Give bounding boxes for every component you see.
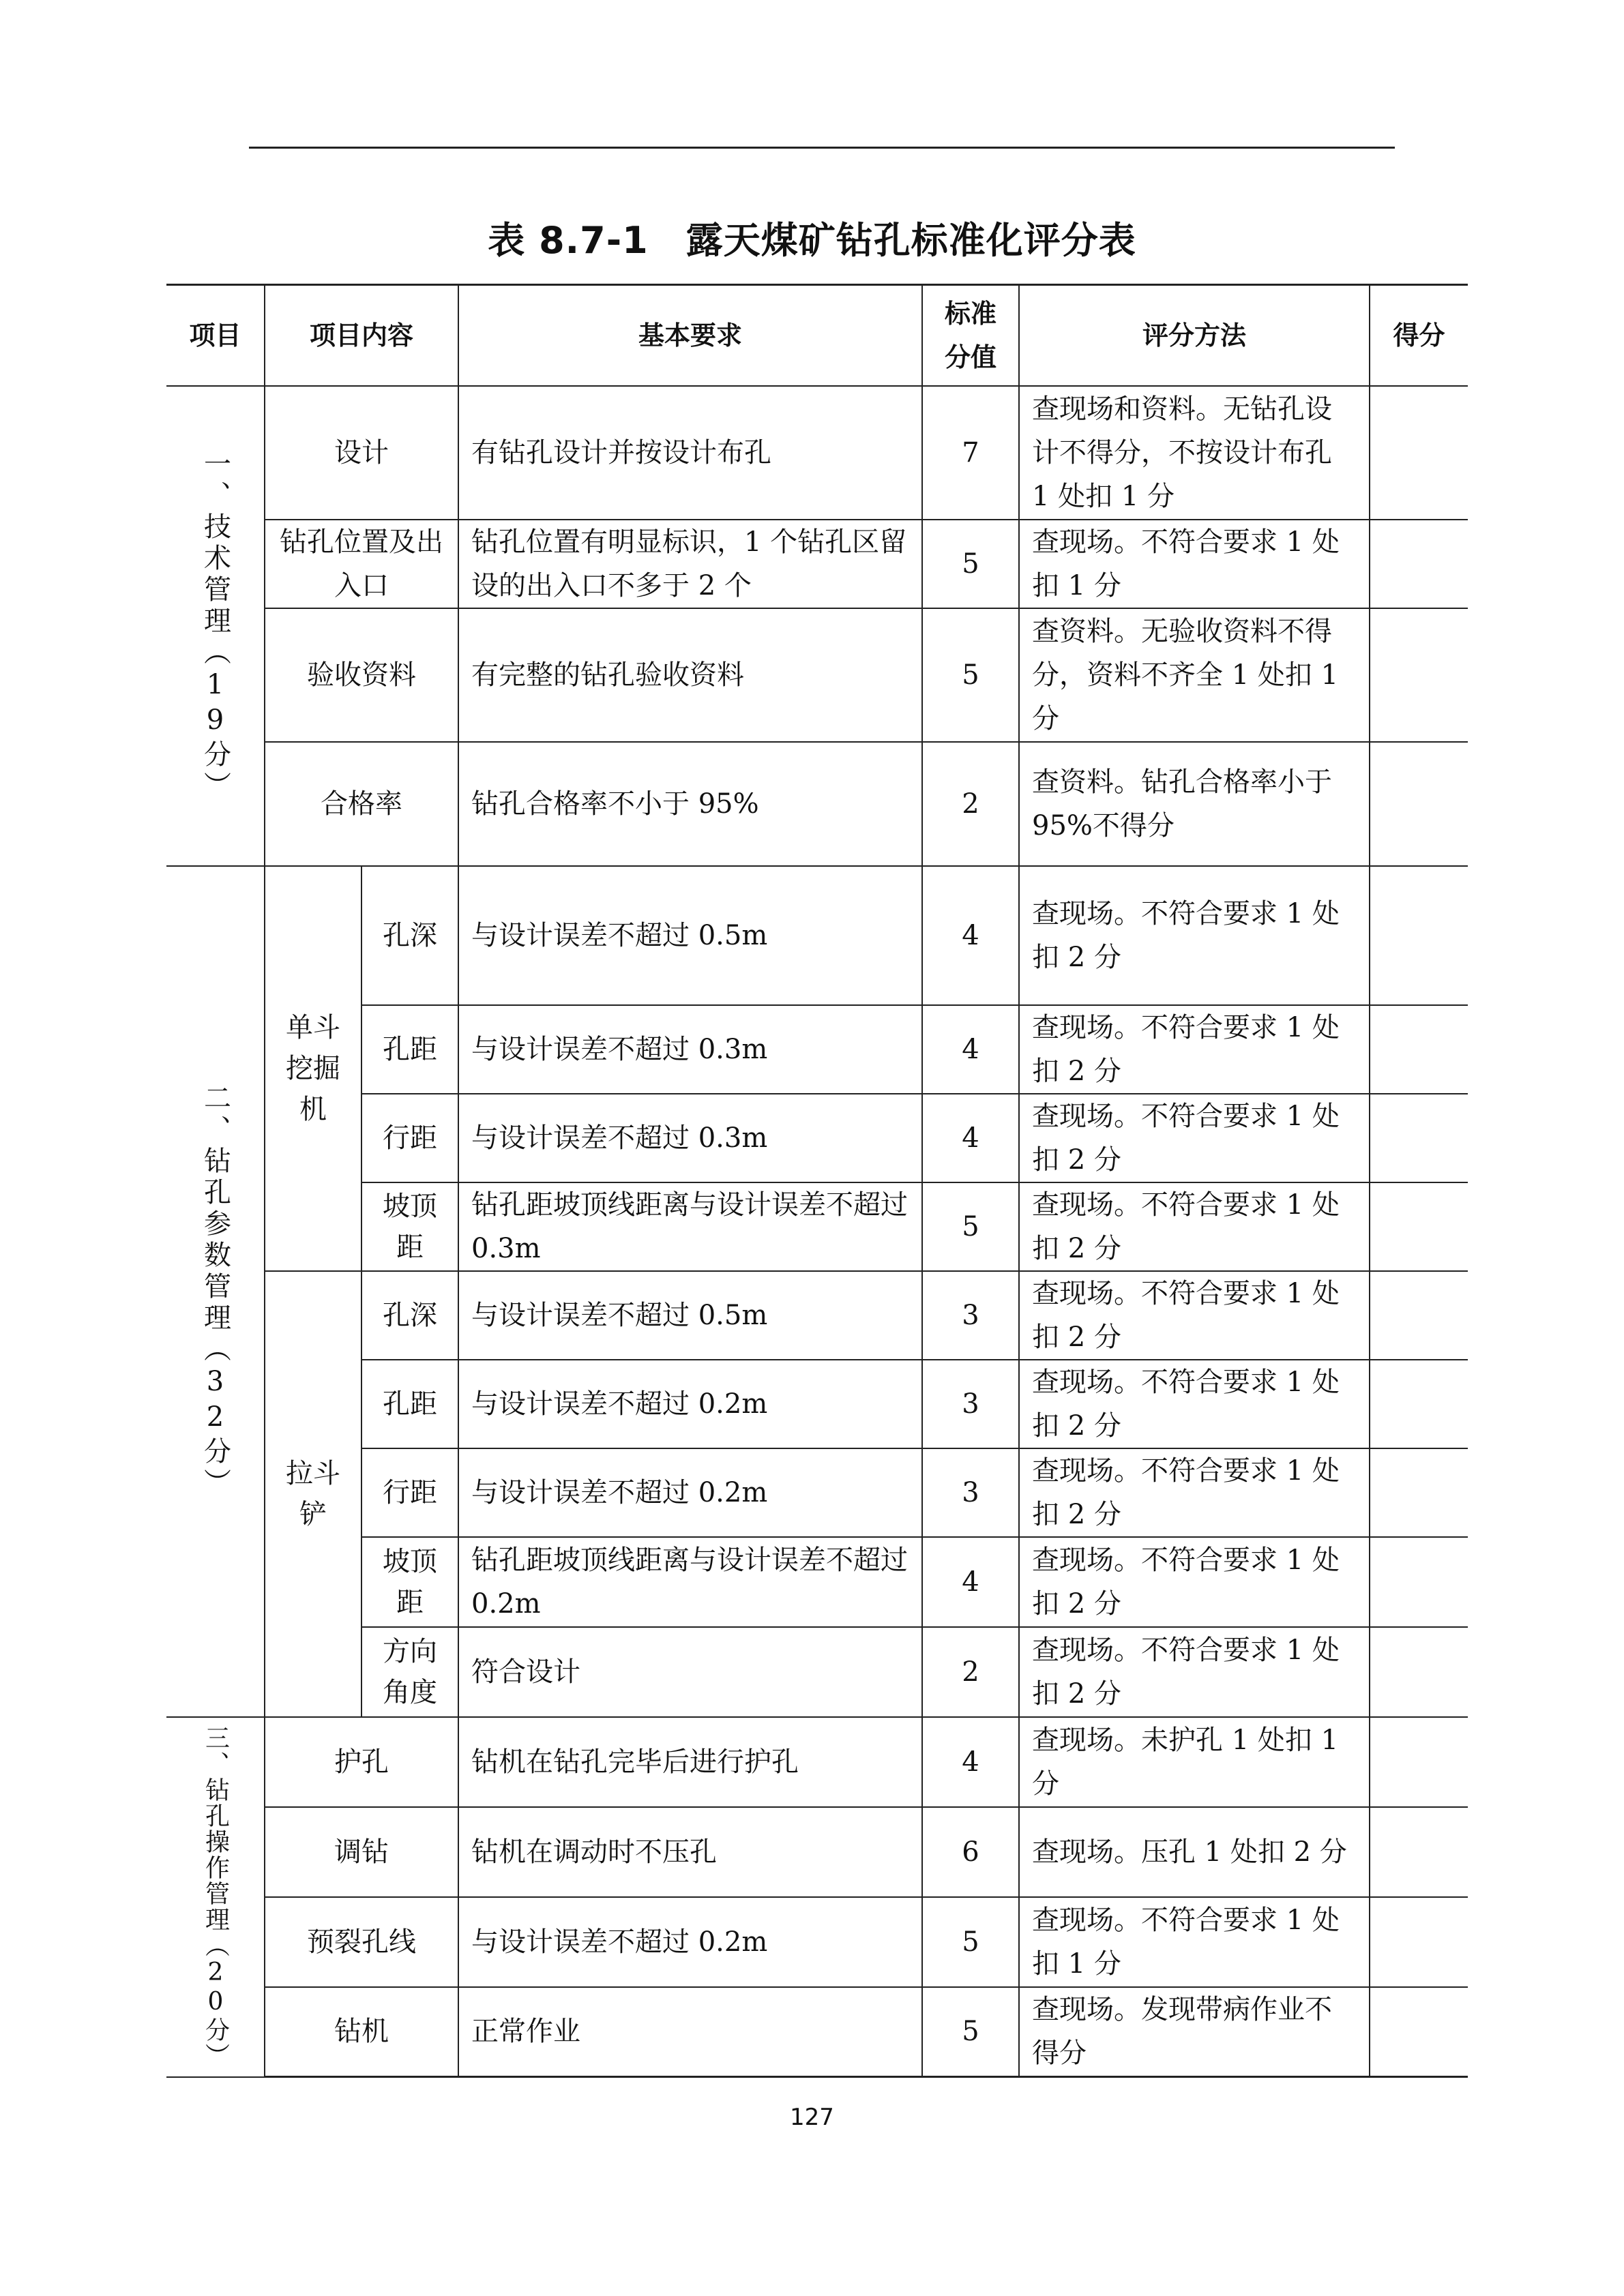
page-number: 127 [790,2104,834,2131]
header-rule [249,147,1395,149]
item-content: 护孔 [265,1717,458,1807]
requirement-cell: 与设计误差不超过 0.5m [458,866,922,1005]
table-row [166,608,1468,742]
requirement-cell: 与设计误差不超过 0.2m [458,1360,922,1448]
header-requirement: 基本要求 [458,285,922,386]
header-item: 项目 [166,285,265,386]
standard-score-cell: 4 [922,1537,1019,1627]
score-cell[interactable] [1370,1271,1468,1360]
table-row [166,742,1468,866]
sub-item: 坡顶距 [361,1182,458,1271]
method-cell: 查现场。不符合要求 1 处扣 2 分 [1019,1182,1370,1271]
table-row [166,866,1468,1005]
requirement-cell: 钻机在钻孔完毕后进行护孔 [458,1717,922,1807]
standard-score-cell: 2 [922,742,1019,866]
score-cell[interactable] [1370,1537,1468,1627]
method-cell: 查现场。不符合要求 1 处扣 2 分 [1019,1271,1370,1360]
sub-item: 方向角度 [361,1627,458,1717]
table-row [166,1271,1468,1360]
method-cell: 查现场。不符合要求 1 处扣 2 分 [1019,1360,1370,1448]
method-cell: 查现场。不符合要求 1 处扣 2 分 [1019,1448,1370,1537]
sub-item: 行距 [361,1448,458,1537]
standard-score-cell: 5 [922,1182,1019,1271]
method-cell: 查现场。不符合要求 1 处扣 1 分 [1019,520,1370,608]
standard-score-cell: 5 [922,520,1019,608]
scoring-table [166,284,1468,2078]
method-cell: 查现场。压孔 1 处扣 2 分 [1019,1807,1370,1897]
requirement-cell: 钻孔距坡顶线距离与设计误差不超过 0.3m [458,1182,922,1271]
score-cell[interactable] [1370,1005,1468,1094]
sub-item: 孔深 [361,866,458,1005]
table-row [166,1627,1468,1717]
method-cell: 查资料。无验收资料不得分，资料不齐全 1 处扣 1 分 [1019,608,1370,742]
standard-score-cell: 7 [922,386,1019,520]
table-row [166,1448,1468,1537]
page-title: 表 8.7-1 露天煤矿钻孔标准化评分表 [488,219,1136,262]
method-cell: 查现场。不符合要求 1 处扣 2 分 [1019,1627,1370,1717]
requirement-cell: 钻孔距坡顶线距离与设计误差不超过 0.2m [458,1537,922,1627]
requirement-cell: 有钻孔设计并按设计布孔 [458,386,922,520]
score-cell[interactable] [1370,1987,1468,2077]
item-content: 钻机 [265,1987,458,2077]
group-label: 单斗挖掘机 [265,866,361,1271]
score-cell[interactable] [1370,742,1468,866]
score-cell[interactable] [1370,1360,1468,1448]
header-standard-score: 标准分值 [922,285,1019,386]
score-cell[interactable] [1370,608,1468,742]
header-row [166,285,1468,386]
item-content: 设计 [265,386,458,520]
standard-score-cell: 4 [922,866,1019,1005]
table-row [166,1987,1468,2077]
table-row [166,1182,1468,1271]
table-row [166,386,1468,520]
score-cell[interactable] [1370,520,1468,608]
sub-item: 孔深 [361,1271,458,1360]
score-cell[interactable] [1370,1448,1468,1537]
score-cell[interactable] [1370,1897,1468,1987]
standard-score-cell: 2 [922,1627,1019,1717]
standard-score-cell: 6 [922,1807,1019,1897]
standard-score-cell: 3 [922,1448,1019,1537]
header-method: 评分方法 [1019,285,1370,386]
sub-item: 孔距 [361,1005,458,1094]
table-row [166,1005,1468,1094]
item-content: 预裂孔线 [265,1897,458,1987]
method-cell: 查现场。不符合要求 1 处扣 1 分 [1019,1897,1370,1987]
group-label: 拉斗铲 [265,1271,361,1717]
requirement-cell: 与设计误差不超过 0.2m [458,1897,922,1987]
standard-score-cell: 4 [922,1094,1019,1182]
table-row [166,1807,1468,1897]
requirement-cell: 符合设计 [458,1627,922,1717]
score-cell[interactable] [1370,1182,1468,1271]
item-content: 合格率 [265,742,458,866]
method-cell: 查现场和资料。无钻孔设计不得分，不按设计布孔 1 处扣 1 分 [1019,386,1370,520]
score-cell[interactable] [1370,1627,1468,1717]
standard-score-cell: 5 [922,1987,1019,2077]
requirement-cell: 与设计误差不超过 0.3m [458,1094,922,1182]
standard-score-cell: 3 [922,1360,1019,1448]
header-content: 项目内容 [265,285,458,386]
table-row [166,1094,1468,1182]
standard-score-cell: 3 [922,1271,1019,1360]
method-cell: 查现场。不符合要求 1 处扣 2 分 [1019,1094,1370,1182]
table-row [166,1360,1468,1448]
requirement-cell: 与设计误差不超过 0.3m [458,1005,922,1094]
table-row [166,1717,1468,1807]
requirement-cell: 钻机在调动时不压孔 [458,1807,922,1897]
standard-score-cell: 4 [922,1717,1019,1807]
item-content: 钻孔位置及出入口 [265,520,458,608]
method-cell: 查现场。不符合要求 1 处扣 2 分 [1019,1005,1370,1094]
requirement-cell: 与设计误差不超过 0.2m [458,1448,922,1537]
score-cell[interactable] [1370,1807,1468,1897]
method-cell: 查现场。不符合要求 1 处扣 2 分 [1019,1537,1370,1627]
sub-item: 行距 [361,1094,458,1182]
section-label: 二、钻孔参数管理（32分） [166,866,265,1717]
requirement-cell: 钻孔位置有明显标识，1 个钻孔区留设的出入口不多于 2 个 [458,520,922,608]
requirement-cell: 与设计误差不超过 0.5m [458,1271,922,1360]
table-row [166,1537,1468,1627]
score-cell[interactable] [1370,1094,1468,1182]
table-row [166,1897,1468,1987]
method-cell: 查现场。发现带病作业不得分 [1019,1987,1370,2077]
score-cell[interactable] [1370,1717,1468,1807]
section-label: 一、技术管理（19分） [166,386,265,866]
section-label: 三、钻孔操作管理（20分） [166,1717,265,2077]
sub-item: 孔距 [361,1360,458,1448]
standard-score-cell: 5 [922,1897,1019,1987]
standard-score-cell: 5 [922,608,1019,742]
sub-item: 坡顶距 [361,1537,458,1627]
table-row [166,520,1468,608]
requirement-cell: 正常作业 [458,1987,922,2077]
requirement-cell: 有完整的钻孔验收资料 [458,608,922,742]
method-cell: 查资料。钻孔合格率小于 95%不得分 [1019,742,1370,866]
header-score: 得分 [1370,285,1468,386]
requirement-cell: 钻孔合格率不小于 95% [458,742,922,866]
item-content: 调钻 [265,1807,458,1897]
score-cell[interactable] [1370,386,1468,520]
method-cell: 查现场。未护孔 1 处扣 1 分 [1019,1717,1370,1807]
score-cell[interactable] [1370,866,1468,1005]
standard-score-cell: 4 [922,1005,1019,1094]
item-content: 验收资料 [265,608,458,742]
method-cell: 查现场。不符合要求 1 处扣 2 分 [1019,866,1370,1005]
